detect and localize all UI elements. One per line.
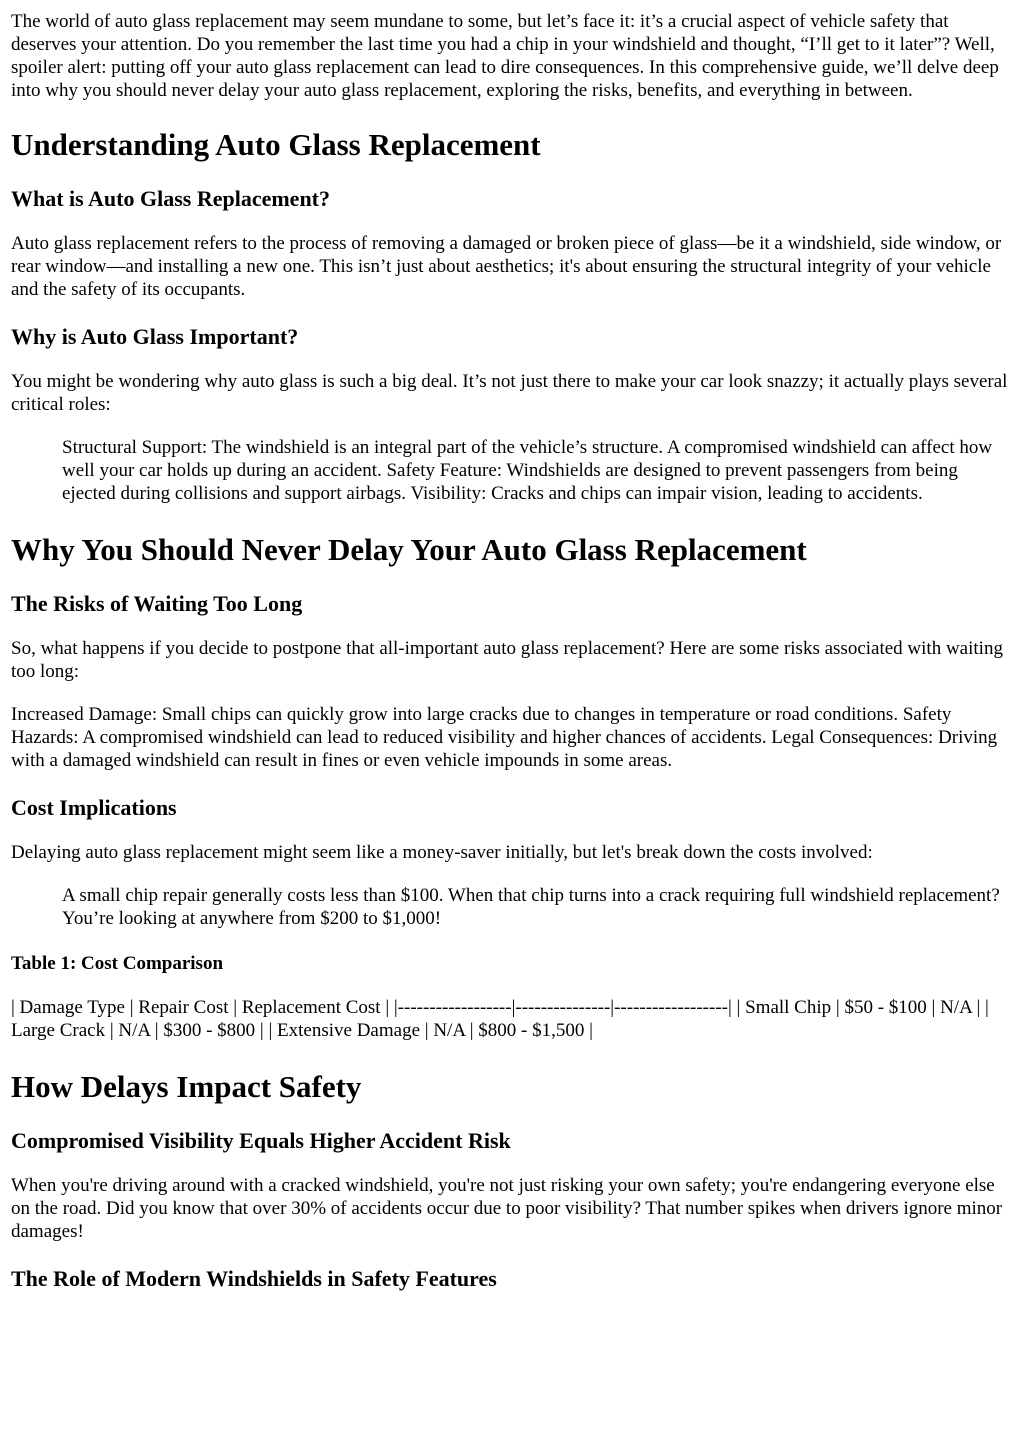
paragraph-risks-list: Increased Damage: Small chips can quickly grow into large cracks due to changes in temperature or road conditions. Safety Hazards: A compromised windshield can lead to reduced visibility and higher chances of accidents. Legal Consequences: Driving with a damaged windshield can result in fines or even vehicle impounds in some areas. [11,704,998,771]
table-raw-text: | Damage Type | Repair Cost | Replacement Cost | |------------------|---------------|------------------| | Small Chip | $50 - $100 | N/A | | Large Crack | N/A | $300 - $800 | | Extensive Damage | N/A | $800 - $1,500 | [11,997,989,1041]
paragraph-visibility: When you're driving around with a cracked windshield, you're not just risking your own safety; you're endangering everyone else on the road. Did you know that over 30% of accidents occur due to poor visibility? That number spikes when drivers ignore minor damages! [11,1175,1003,1242]
section-heading-safety: How Delays Impact Safety [11,1069,362,1104]
paragraph-why-important: You might be wondering why auto glass is such a big deal. It’s not just there to make your car look snazzy; it actually plays several critical roles: [11,371,1008,415]
subheading-visibility: Compromised Visibility Equals Higher Accident Risk [11,1128,511,1153]
quote-cost: A small chip repair generally costs less than $100. When that chip turns into a crack requiring full windshield replacement? You’re looking at anywhere from $200 to $1,000! [62,885,1000,929]
subheading-why-important: Why is Auto Glass Important? [11,324,299,349]
subheading-cost: Cost Implications [11,795,177,820]
subheading-modern-windshields: The Role of Modern Windshields in Safety Features [11,1266,497,1291]
paragraph-risks: So, what happens if you decide to postpone that all-important auto glass replacement? Here are some risks associated with waiting too long: [11,638,1003,682]
subheading-risks: The Risks of Waiting Too Long [11,591,303,616]
subheading-what-is: What is Auto Glass Replacement? [11,186,330,211]
paragraph-cost: Delaying auto glass replacement might seem like a money-saver initially, but let's break down the costs involved: [11,842,873,863]
section-heading-understanding: Understanding Auto Glass Replacement [11,127,541,162]
quote-critical-roles: Structural Support: The windshield is an integral part of the vehicle’s structure. A compromised windshield can affect how well your car holds up during an accident. Safety Feature: Windshields are designed to prevent passengers from being ejected during collisions and support airbags. Visibility: Cracks and chips can impair vision, leading to accidents. [62,437,993,504]
intro-paragraph: The world of auto glass replacement may seem mundane to some, but let’s face it: it’s a crucial aspect of vehicle safety that deserves your attention. Do you remember the last time you had a chip in your windshield and thought, “I’ll get to it later”? Well, spoiler alert: putting off your auto glass replacement can lead to dire consequences. In this comprehensive guide, we’ll delve deep into why you should never delay your auto glass replacement, exploring the risks, benefits, and everything in between. [11,11,999,101]
table-caption: Table 1: Cost Comparison [11,953,224,974]
paragraph-what-is: Auto glass replacement refers to the process of removing a damaged or broken piece of glass—be it a windshield, side window, or rear window—and installing a new one. This isn’t just about aesthetics; it's about ensuring the structural integrity of your vehicle and the safety of its occupants. [11,233,1002,300]
section-heading-never-delay: Why You Should Never Delay Your Auto Glass Replacement [11,532,807,567]
